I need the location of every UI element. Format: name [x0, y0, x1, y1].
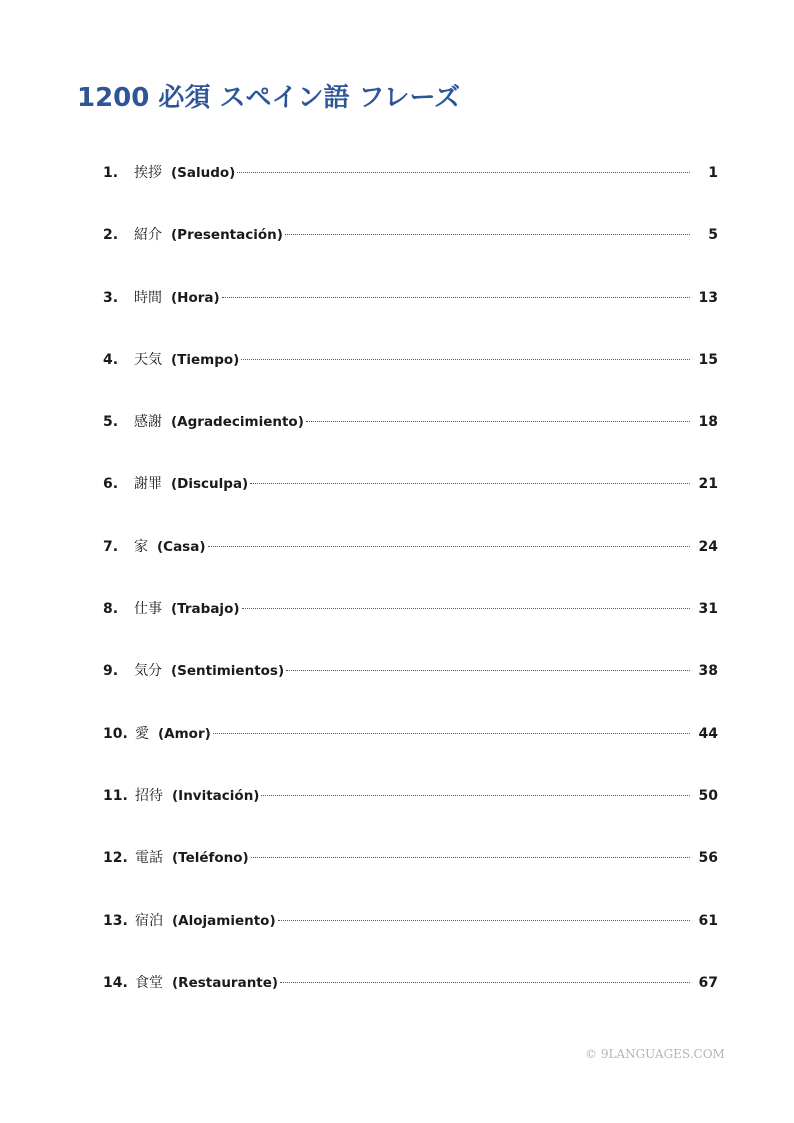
- toc-page-number: 24: [698, 538, 718, 555]
- dot-leader: [213, 733, 690, 734]
- toc-page-number: 31: [698, 601, 718, 618]
- dot-leader: [261, 795, 690, 796]
- toc-entry[interactable]: [0, 702, 794, 764]
- toc-spanish-title: (Saludo): [171, 165, 236, 181]
- toc-spanish-title: (Disculpa): [171, 476, 249, 493]
- toc-japanese-title: 気分: [134, 663, 162, 680]
- toc-japanese-title: 家: [134, 538, 148, 555]
- table-of-contents: [0, 141, 794, 1013]
- toc-spanish-title: (Casa): [157, 538, 206, 555]
- dot-leader: [285, 234, 690, 235]
- copyright-footer: © 9LANGUAGES.COM: [585, 1047, 725, 1061]
- toc-spanish-title: (Hora): [171, 289, 220, 306]
- toc-page-number: 13: [698, 289, 718, 306]
- toc-japanese-title: 愛: [135, 725, 149, 742]
- toc-japanese-title: 時間: [134, 289, 162, 306]
- toc-entry[interactable]: [0, 951, 794, 1013]
- toc-number: 11.: [103, 787, 128, 804]
- dot-leader: [250, 483, 690, 484]
- toc-entry[interactable]: [0, 266, 794, 328]
- toc-page-number: 15: [698, 351, 718, 368]
- toc-spanish-title: (Tiempo): [171, 351, 240, 368]
- toc-spanish-title: (Trabajo): [171, 601, 240, 618]
- toc-entry[interactable]: [0, 515, 794, 577]
- dot-leader: [242, 608, 690, 609]
- dot-leader: [241, 359, 690, 360]
- document-title: 1200 必須 スペイン語 フレーズ: [77, 83, 461, 113]
- dot-leader: [306, 421, 690, 422]
- toc-spanish-title: (Restaurante): [172, 974, 279, 991]
- toc-japanese-title: 天気: [134, 351, 162, 368]
- toc-page-number: 61: [698, 912, 718, 929]
- toc-entry[interactable]: [0, 141, 794, 203]
- toc-entry[interactable]: [0, 639, 794, 701]
- toc-spanish-title: (Invitación): [172, 787, 260, 804]
- toc-number: 9.: [103, 663, 119, 680]
- toc-entry[interactable]: [0, 764, 794, 826]
- toc-entry[interactable]: [0, 390, 794, 452]
- toc-number: 1.: [103, 165, 119, 181]
- toc-page-number: 67: [698, 974, 718, 991]
- dot-leader: [278, 920, 690, 921]
- toc-number: 12.: [103, 850, 128, 867]
- toc-number: 4.: [103, 351, 119, 368]
- toc-entry[interactable]: [0, 577, 794, 639]
- toc-japanese-title: 挨拶: [134, 165, 162, 181]
- toc-number: 2.: [103, 227, 119, 244]
- dot-leader: [280, 982, 690, 983]
- toc-number: 7.: [103, 538, 119, 555]
- toc-page-number: 1: [708, 165, 718, 181]
- toc-japanese-title: 宿泊: [135, 912, 163, 929]
- toc-spanish-title: (Presentación): [171, 227, 283, 244]
- toc-page-number: 38: [698, 663, 718, 680]
- toc-entry[interactable]: [0, 328, 794, 390]
- toc-number: 14.: [103, 974, 128, 991]
- toc-page-number: 56: [698, 850, 718, 867]
- toc-entry[interactable]: [0, 452, 794, 514]
- toc-number: 10.: [103, 725, 128, 742]
- toc-number: 6.: [103, 476, 119, 493]
- toc-page-number: 44: [698, 725, 718, 742]
- toc-spanish-title: (Amor): [158, 725, 211, 742]
- dot-leader: [286, 670, 690, 671]
- dot-leader: [222, 297, 690, 298]
- toc-japanese-title: 電話: [135, 850, 163, 867]
- toc-japanese-title: 感謝: [134, 414, 162, 431]
- toc-entry[interactable]: [0, 826, 794, 888]
- toc-japanese-title: 謝罪: [134, 476, 162, 493]
- toc-number: 13.: [103, 912, 128, 929]
- toc-japanese-title: 仕事: [134, 601, 162, 618]
- toc-spanish-title: (Teléfono): [172, 850, 249, 867]
- toc-japanese-title: 食堂: [135, 974, 163, 991]
- toc-spanish-title: (Agradecimiento): [171, 414, 304, 431]
- toc-page-number: 50: [698, 787, 718, 804]
- toc-page-number: 18: [698, 414, 718, 431]
- dot-leader: [251, 857, 690, 858]
- dot-leader: [208, 546, 690, 547]
- toc-page-number: 21: [698, 476, 718, 493]
- toc-spanish-title: (Sentimientos): [171, 663, 285, 680]
- toc-spanish-title: (Alojamiento): [172, 912, 276, 929]
- dot-leader: [237, 172, 690, 173]
- toc-number: 5.: [103, 414, 119, 431]
- toc-japanese-title: 紹介: [134, 227, 162, 244]
- toc-number: 3.: [103, 289, 119, 306]
- toc-japanese-title: 招待: [135, 787, 163, 804]
- toc-page-number: 5: [708, 227, 718, 244]
- toc-entry[interactable]: [0, 889, 794, 951]
- toc-number: 8.: [103, 601, 119, 618]
- toc-entry[interactable]: [0, 203, 794, 265]
